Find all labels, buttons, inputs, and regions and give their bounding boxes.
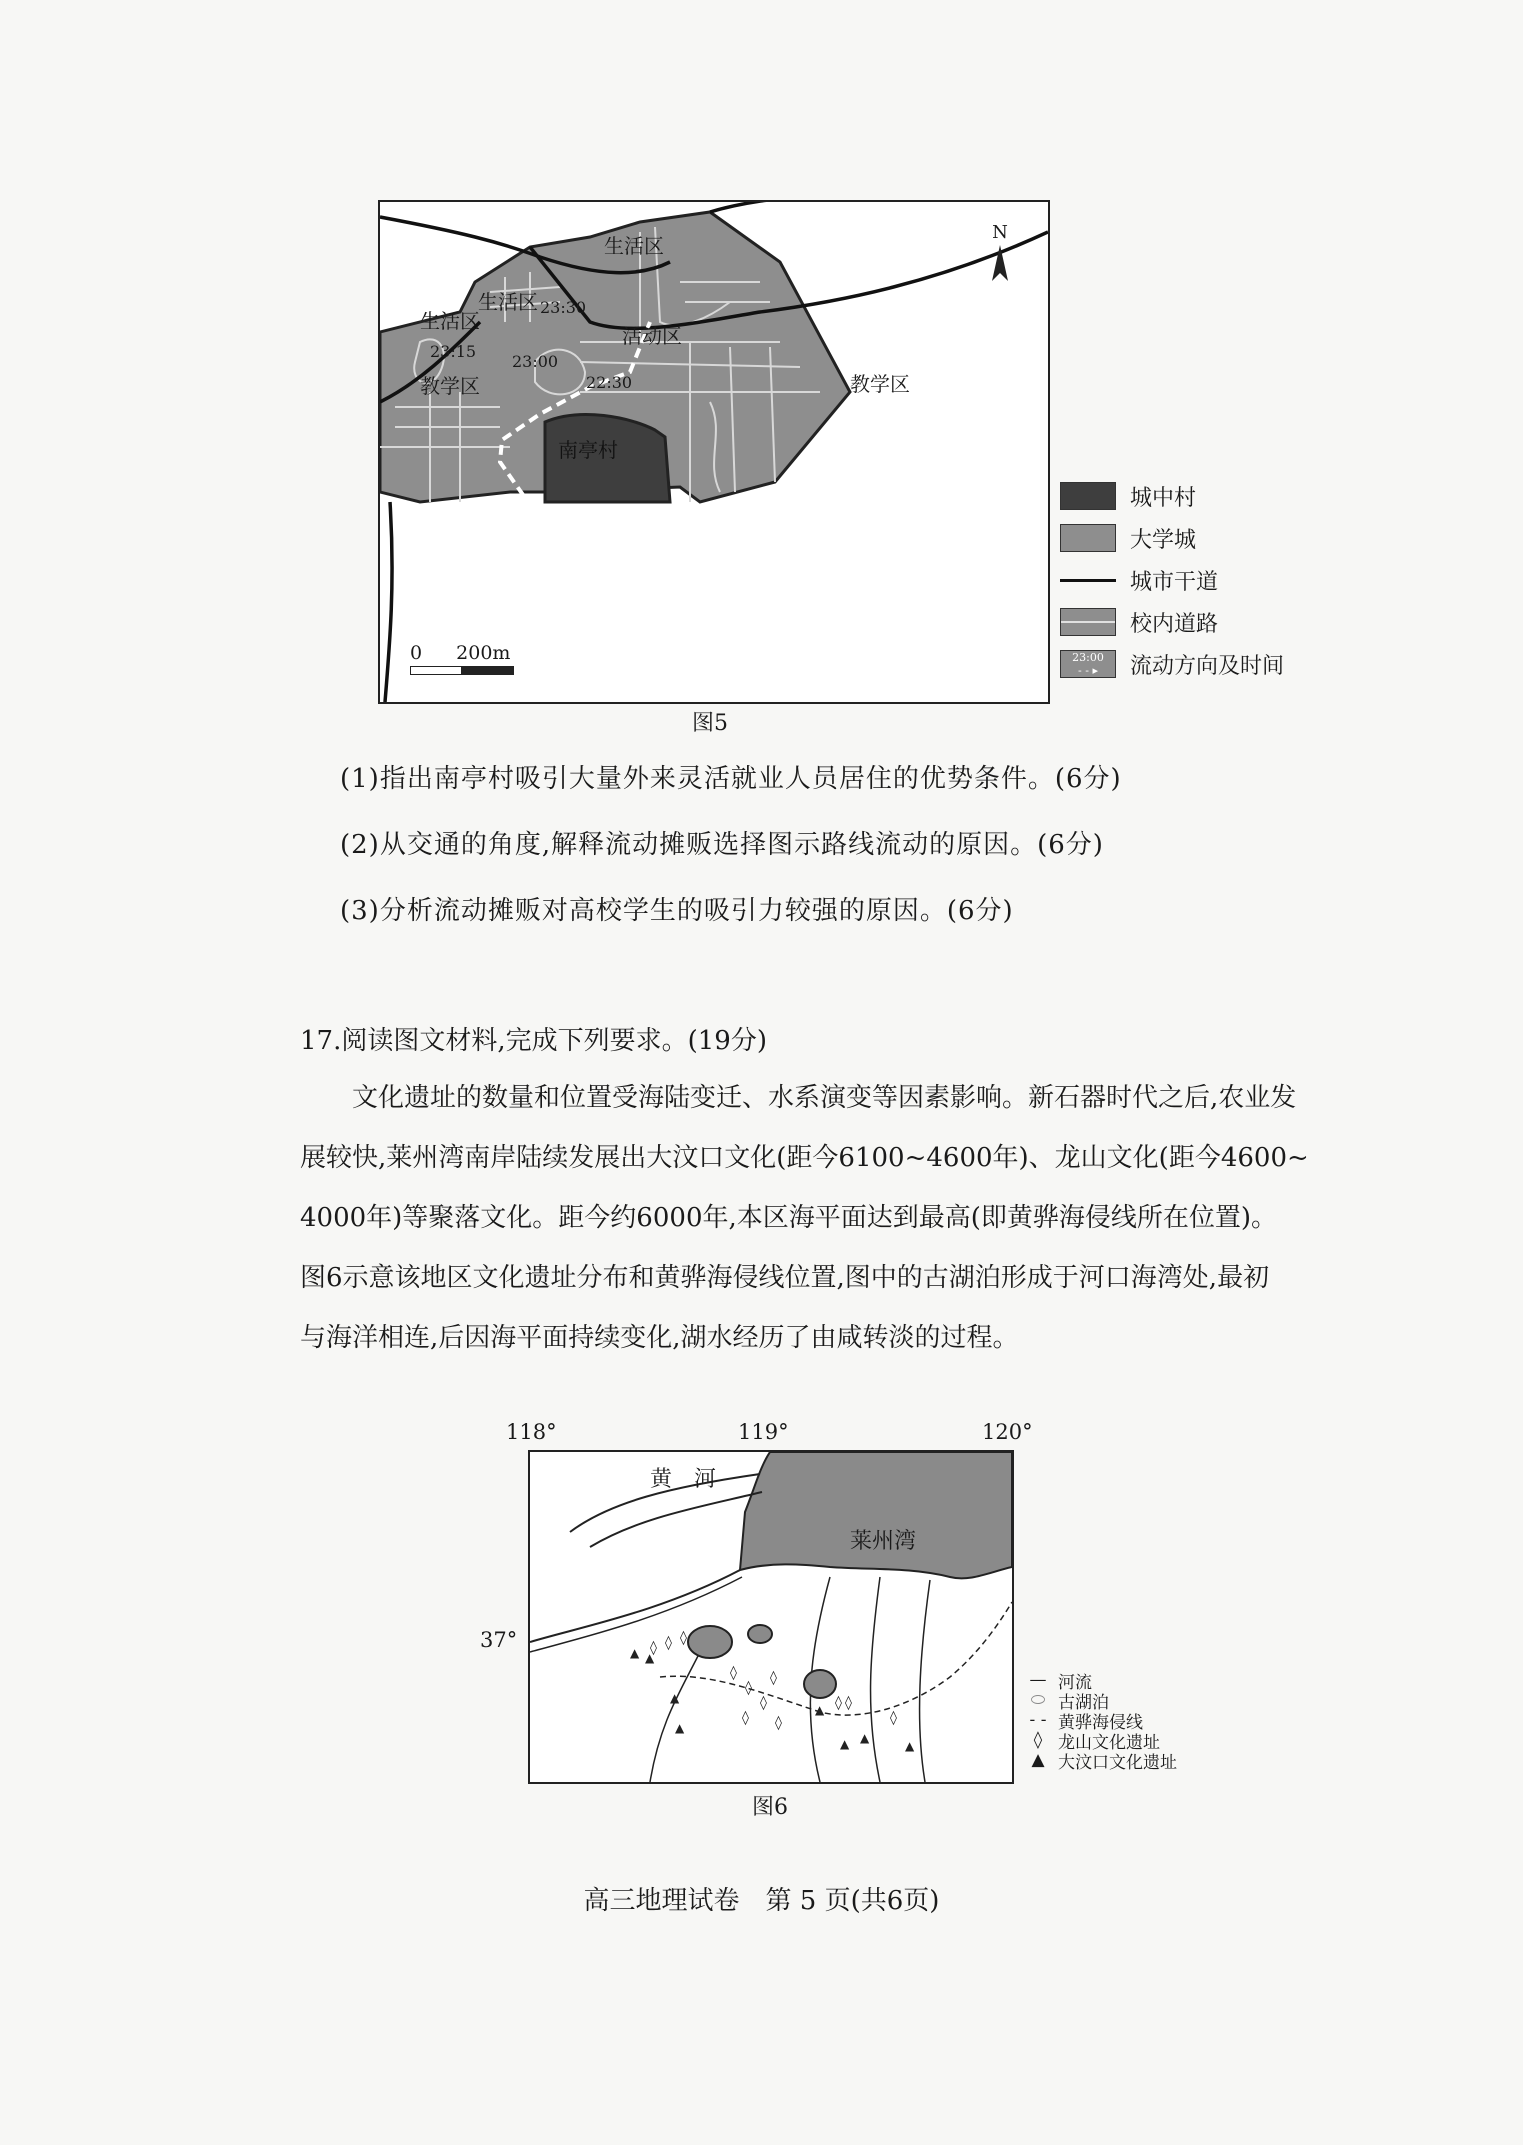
legend-label: 城中村	[1130, 485, 1197, 511]
svg-text:◊: ◊	[650, 1640, 657, 1656]
svg-text:▲: ▲	[860, 1731, 870, 1745]
passage-line: 与海洋相连,后因海平面持续变化,湖水经历了由咸转淡的过程。	[300, 1323, 1019, 1353]
figure6-map	[528, 1450, 1014, 1784]
label-activity-area: 活动区	[622, 324, 682, 348]
legend-swatch	[1060, 608, 1116, 636]
legend-label: 大汶口文化遗址	[1058, 1752, 1177, 1773]
legend-swatch	[1060, 524, 1116, 552]
ancient-lakes	[688, 1625, 836, 1698]
lon-tick-118: 118°	[506, 1420, 557, 1444]
legend-symbol: ◊	[1033, 1730, 1043, 1750]
svg-text:◊: ◊	[845, 1695, 852, 1711]
svg-text:◊: ◊	[680, 1630, 687, 1646]
passage-line: 文化遗址的数量和位置受海陆变迁、水系演变等因素影响。新石器时代之后,农业发	[352, 1083, 1297, 1113]
legend-label: 黄骅海侵线	[1058, 1712, 1143, 1733]
north-arrow-icon	[990, 243, 1010, 283]
legend-symbol: ▲	[1031, 1750, 1045, 1770]
longshan-sites	[650, 1630, 897, 1731]
figure6-caption: 图6	[752, 1795, 788, 1820]
time-label: 23:00	[512, 352, 559, 371]
svg-text:▲: ▲	[670, 1691, 680, 1705]
time-label: 22:30	[586, 373, 633, 392]
lon-tick-120: 120°	[982, 1420, 1033, 1444]
label-teaching-area-2: 教学区	[850, 372, 910, 396]
label-teaching-area-1: 教学区	[420, 374, 480, 398]
time-label: 23:30	[540, 298, 587, 317]
passage-line: 展较快,莱州湾南岸陆续发展出大汶口文化(距今6100~4600年)、龙山文化(距今4600~	[300, 1143, 1309, 1173]
legend-label: 龙山文化遗址	[1058, 1732, 1160, 1753]
legend-label: 古湖泊	[1058, 1692, 1109, 1713]
label-living-area-3: 生活区	[420, 309, 480, 333]
legend-item-campus-road	[1060, 601, 1320, 643]
label-laizhou-bay: 莱州湾	[850, 1529, 917, 1554]
north-arrow	[980, 222, 1020, 287]
rivers	[650, 1577, 930, 1782]
passage-line: 图6示意该地区文化遗址分布和黄骅海侵线位置,图中的古湖泊形成于河口海湾处,最初	[300, 1263, 1270, 1293]
svg-text:◊: ◊	[775, 1715, 782, 1731]
legend-label: 城市干道	[1130, 569, 1219, 595]
svg-text:◊: ◊	[730, 1665, 737, 1681]
svg-text:▲: ▲	[630, 1646, 640, 1660]
legend-sample-time: 23:00	[1072, 651, 1104, 664]
figure6-legend	[1022, 1670, 1177, 1773]
figure5-svg	[380, 202, 1048, 702]
legend-label: 流动方向及时间	[1130, 653, 1285, 679]
svg-text:◊: ◊	[770, 1670, 777, 1686]
lon-tick-119: 119°	[738, 1420, 789, 1444]
svg-text:◊: ◊	[742, 1710, 749, 1726]
legend-swatch	[1060, 482, 1116, 510]
svg-text:▲: ▲	[675, 1721, 685, 1735]
legend-symbol: ⬭	[1030, 1690, 1046, 1710]
figure6-svg	[530, 1452, 1012, 1782]
scale-distance: 200m	[456, 642, 511, 664]
question17-passage	[300, 1068, 1460, 1368]
svg-text:▲: ▲	[840, 1737, 850, 1751]
lat-tick-37: 37°	[480, 1628, 518, 1652]
question17-title: 17.阅读图文材料,完成下列要求。(19分)	[300, 1026, 767, 1056]
svg-text:◊: ◊	[890, 1710, 897, 1726]
figure5-caption: 图5	[692, 711, 728, 736]
laizhou-bay	[740, 1452, 1012, 1578]
scale-zero: 0	[410, 642, 423, 664]
svg-text:▲: ▲	[645, 1651, 655, 1665]
legend-label: 大学城	[1130, 527, 1197, 553]
north-label: N	[992, 222, 1008, 243]
legend-symbol: —	[1029, 1670, 1047, 1690]
legend-label: 校内道路	[1130, 611, 1219, 637]
figure5-legend	[1060, 475, 1320, 685]
legend-item-dawenkou	[1022, 1750, 1177, 1773]
svg-text:▲: ▲	[815, 1703, 825, 1717]
label-nanting-village: 南亭村	[558, 438, 618, 462]
svg-text:◊: ◊	[745, 1680, 752, 1696]
yellow-river-bank	[590, 1492, 762, 1547]
legend-line	[1060, 579, 1116, 582]
time-label: 23:15	[430, 342, 477, 361]
question16-2: (2)从交通的角度,解释流动摊贩选择图示路线流动的原因。(6分)	[340, 830, 1104, 860]
question16-1: (1)指出南亭村吸引大量外来灵活就业人员居住的优势条件。(6分)	[340, 764, 1122, 794]
page-footer: 高三地理试卷 第 5 页(共6页)	[583, 1886, 940, 1916]
legend-item-main-road	[1060, 559, 1320, 601]
svg-text:▲: ▲	[905, 1739, 915, 1753]
legend-item-flow	[1060, 643, 1320, 685]
legend-label: 河流	[1058, 1672, 1092, 1693]
question16-3: (3)分析流动摊贩对高校学生的吸引力较强的原因。(6分)	[340, 896, 1014, 926]
legend-symbol: - -	[1029, 1710, 1047, 1730]
svg-text:◊: ◊	[760, 1695, 767, 1711]
svg-text:◊: ◊	[665, 1635, 672, 1651]
label-living-area-2: 生活区	[604, 234, 664, 258]
legend-item-university	[1060, 517, 1320, 559]
legend-swatch: 23:00 - - ▸	[1060, 650, 1116, 678]
label-yellow-river: 黄 河	[650, 1467, 717, 1492]
figure5-map	[378, 200, 1050, 704]
passage-line: 4000年)等聚落文化。距今约6000年,本区海平面达到最高(即黄骅海侵线所在位置)。	[300, 1203, 1278, 1233]
scale-bar	[410, 642, 514, 675]
svg-text:◊: ◊	[835, 1695, 842, 1711]
label-living-area-1: 生活区	[478, 290, 538, 314]
legend-item-urban-village	[1060, 475, 1320, 517]
